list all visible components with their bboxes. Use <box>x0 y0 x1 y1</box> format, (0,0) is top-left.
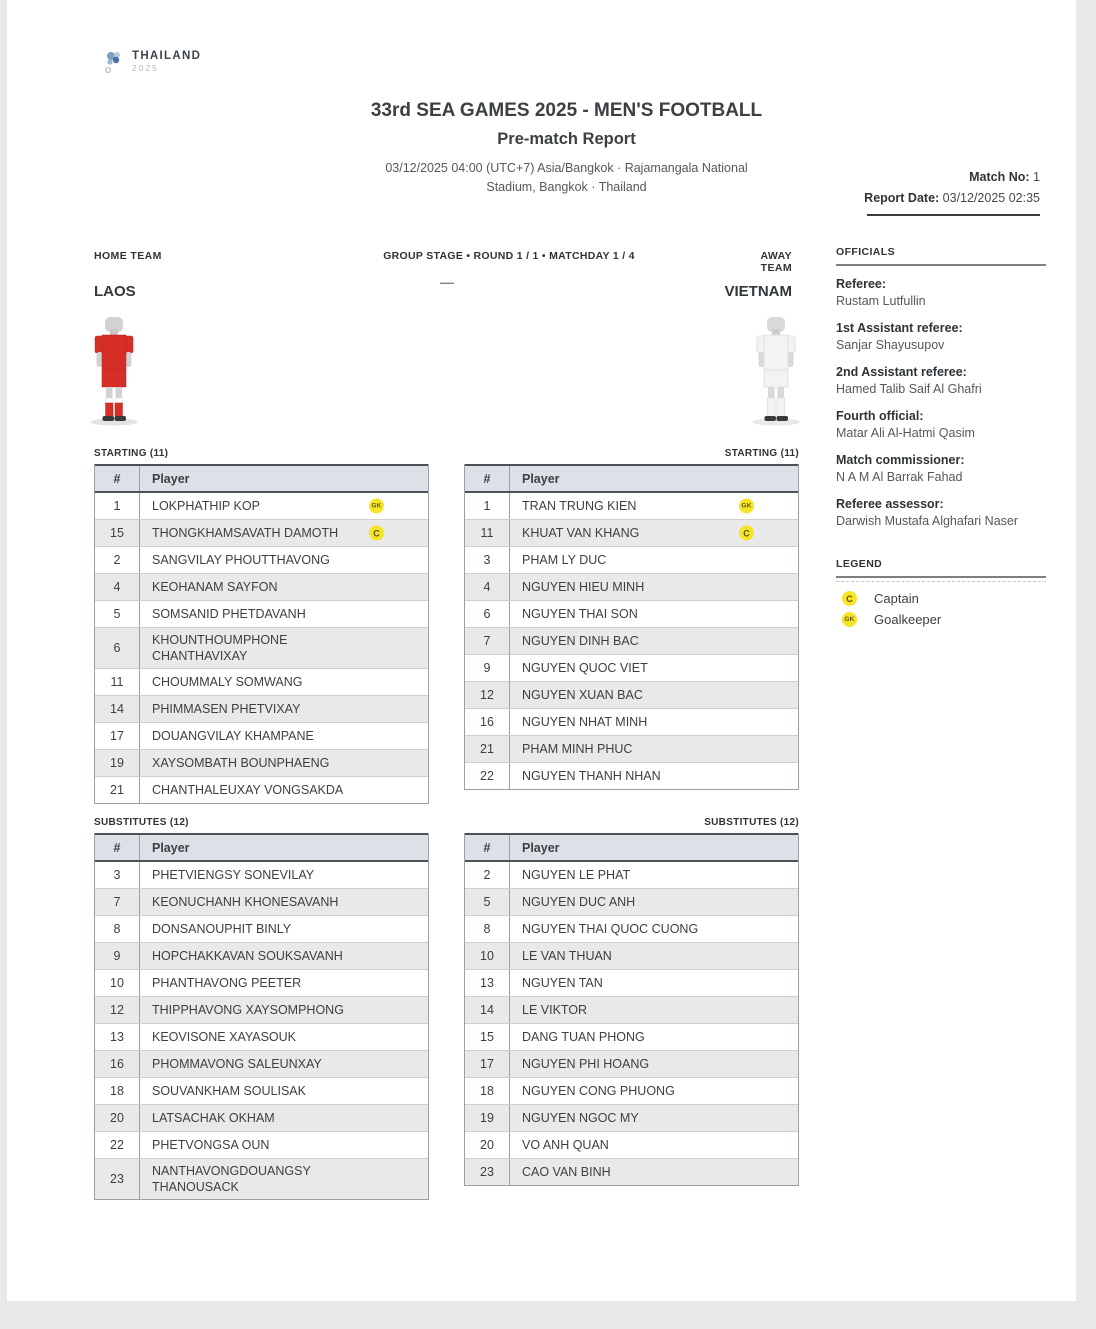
table-row <box>465 1077 798 1104</box>
table-header-row <box>95 464 428 493</box>
player-name: NGUYEN NHAT MINH <box>522 715 648 729</box>
player-number: 2 <box>465 862 510 888</box>
player-name: XAYSOMBATH BOUNPHAENG <box>152 756 330 770</box>
legend-item-captain <box>836 588 1046 609</box>
player-number: 20 <box>465 1132 510 1158</box>
away-kit-figure <box>744 315 808 427</box>
official-entry <box>836 452 1046 486</box>
player-name: KHUAT VAN KHANG C <box>510 520 798 546</box>
stage-round-matchday: GROUP STAGE • ROUND 1 / 1 • MATCHDAY 1 / 4 <box>383 250 635 262</box>
table-row <box>465 681 798 708</box>
table-row <box>465 493 798 519</box>
legend-label: Captain <box>874 591 919 606</box>
report-date-value: 03/12/2025 02:35 <box>942 191 1040 205</box>
player-number: 21 <box>95 777 140 803</box>
player-name: LE VAN THUAN <box>522 949 612 963</box>
player-number: 5 <box>465 889 510 915</box>
player-name: PHETVIENGSY SONEVILAY <box>152 868 315 882</box>
player-name: NGUYEN THAI SON <box>522 607 638 621</box>
table-row <box>465 1050 798 1077</box>
legend-items <box>836 581 1046 630</box>
player-number: 13 <box>465 970 510 996</box>
player-number: 22 <box>465 763 510 789</box>
table-row <box>95 1131 428 1158</box>
table-row <box>465 654 798 681</box>
player-name: CHOUMMALY SOMWANG <box>152 675 303 689</box>
player-name: NANTHAVONGDOUANGSY THANOUSACK <box>152 1164 311 1194</box>
player-number: 8 <box>465 916 510 942</box>
table-row <box>95 915 428 942</box>
table-row <box>465 762 798 789</box>
number-column-header: # <box>95 835 140 860</box>
player-number: 1 <box>95 493 140 519</box>
player-name: CAO VAN BINH <box>522 1165 611 1179</box>
table-row <box>95 1023 428 1050</box>
player-number: 3 <box>95 862 140 888</box>
table-row <box>95 862 428 888</box>
table-row <box>95 1077 428 1104</box>
table-row <box>95 749 428 776</box>
home-team-name: LAOS <box>94 283 136 300</box>
away-substitutes-section <box>464 817 799 1186</box>
goalkeeper-badge: GK <box>369 499 384 514</box>
official-role: Referee: <box>836 277 887 291</box>
table-row <box>95 695 428 722</box>
official-entry <box>836 364 1046 398</box>
player-number: 11 <box>95 669 140 695</box>
player-name: THIPPHAVONG XAYSOMPHONG <box>152 1003 344 1017</box>
player-name: TRAN TRUNG KIEN GK <box>510 493 798 519</box>
player-column-header: Player <box>152 840 190 855</box>
table-row <box>465 573 798 600</box>
away-team-name: VIETNAM <box>724 283 792 300</box>
logo-text <box>132 50 201 73</box>
match-no-value: 1 <box>1033 170 1040 184</box>
player-name: DANG TUAN PHONG <box>522 1030 645 1044</box>
player-number: 20 <box>95 1105 140 1131</box>
player-column-header: Player <box>152 471 190 486</box>
lineup-table <box>94 833 429 1200</box>
player-number: 23 <box>95 1159 140 1199</box>
official-name: N A M Al Barrak Fahad <box>836 470 963 484</box>
captain-badge: C <box>739 526 754 541</box>
captain-badge: C <box>842 591 857 606</box>
player-name: NGUYEN LE PHAT <box>522 868 631 882</box>
player-name: NGUYEN QUOC VIET <box>522 661 648 675</box>
home-kit-figure <box>82 315 146 427</box>
official-entry <box>836 496 1046 530</box>
player-number: 12 <box>95 997 140 1023</box>
player-number: 17 <box>95 723 140 749</box>
player-name: NGUYEN NGOC MY <box>522 1111 639 1125</box>
legend-item-goalkeeper <box>836 609 1046 630</box>
match-no-label: Match No: <box>969 170 1030 184</box>
player-name: KEOVISONE XAYASOUK <box>152 1030 297 1044</box>
table-row <box>95 996 428 1023</box>
officials-panel <box>836 246 1046 530</box>
table-row <box>465 600 798 627</box>
table-row <box>465 627 798 654</box>
player-name: NGUYEN PHI HOANG <box>522 1057 650 1071</box>
lineup-table <box>94 464 429 804</box>
table-title: SUBSTITUTES (12) <box>704 817 799 828</box>
player-number: 2 <box>95 547 140 573</box>
match-no-row <box>760 170 1040 184</box>
player-number: 17 <box>465 1051 510 1077</box>
official-entry <box>836 276 1046 310</box>
official-name: Matar Ali Al-Hatmi Qasim <box>836 426 975 440</box>
official-role: 1st Assistant referee: <box>836 321 963 335</box>
official-role: Fourth official: <box>836 409 924 423</box>
player-number: 8 <box>95 916 140 942</box>
player-name: LE VIKTOR <box>522 1003 588 1017</box>
player-number: 19 <box>465 1105 510 1131</box>
player-name: NGUYEN DINH BAC <box>522 634 639 648</box>
player-number: 10 <box>465 943 510 969</box>
lineup-table <box>464 464 799 790</box>
player-number: 6 <box>465 601 510 627</box>
table-row <box>465 942 798 969</box>
table-row <box>95 573 428 600</box>
player-number: 14 <box>465 997 510 1023</box>
table-header-row <box>95 833 428 862</box>
report-date-label: Report Date: <box>864 191 940 205</box>
player-name: NGUYEN THANH NHAN <box>522 769 661 783</box>
official-role: Referee assessor: <box>836 497 944 511</box>
table-row <box>95 776 428 803</box>
player-number: 4 <box>95 574 140 600</box>
goalkeeper-badge: GK <box>739 499 754 514</box>
page-subtitle: Pre-match Report <box>497 130 636 148</box>
table-header-row <box>465 464 798 493</box>
officials-header: OFFICIALS <box>836 246 1046 266</box>
table-row <box>95 519 428 546</box>
player-name: NGUYEN HIEU MINH <box>522 580 645 594</box>
player-number: 21 <box>465 736 510 762</box>
player-name: DONSANOUPHIT BINLY <box>152 922 292 936</box>
number-column-header: # <box>465 466 510 491</box>
official-entry <box>836 320 1046 354</box>
report-date-row <box>760 191 1040 205</box>
home-substitutes-section <box>94 817 429 1200</box>
player-name: KHOUNTHOUMPHONE CHANTHAVIXAY <box>152 633 288 663</box>
table-row <box>95 969 428 996</box>
player-name: PHOMMAVONG SALEUNXAY <box>152 1057 322 1071</box>
legend-label: Goalkeeper <box>874 612 942 627</box>
player-number: 10 <box>95 970 140 996</box>
table-row <box>465 969 798 996</box>
official-name: Darwish Mustafa Alghafari Naser <box>836 514 1019 528</box>
table-row <box>465 888 798 915</box>
table-row <box>95 722 428 749</box>
player-name: NGUYEN CONG PHUONG <box>522 1084 675 1098</box>
table-row <box>95 600 428 627</box>
player-name: SOUVANKHAM SOULISAK <box>152 1084 306 1098</box>
player-number: 23 <box>465 1159 510 1185</box>
player-number: 15 <box>95 520 140 546</box>
home-starting-section <box>94 448 429 804</box>
player-number: 18 <box>95 1078 140 1104</box>
player-column-header: Player <box>522 840 560 855</box>
table-row <box>95 546 428 573</box>
table-row <box>465 996 798 1023</box>
table-row <box>465 735 798 762</box>
table-row <box>465 1023 798 1050</box>
player-name: NGUYEN THAI QUOC CUONG <box>522 922 699 936</box>
thailand-2025-emblem-icon <box>102 50 126 76</box>
player-name: SOMSANID PHETDAVANH <box>152 607 306 621</box>
player-number: 11 <box>465 520 510 546</box>
home-starting-rows <box>95 493 428 803</box>
player-name: PHAM MINH PHUC <box>522 742 633 756</box>
meta-divider <box>867 214 1040 216</box>
table-title: SUBSTITUTES (12) <box>94 817 189 828</box>
logo-brand: THAILAND <box>132 50 202 62</box>
table-row <box>465 708 798 735</box>
player-name: CHANTHALEUXAY VONGSAKDA <box>152 783 344 797</box>
official-role: 2nd Assistant referee: <box>836 365 967 379</box>
lineup-table <box>464 833 799 1186</box>
table-row <box>95 493 428 519</box>
report-page <box>7 0 1076 1301</box>
player-name: VO ANH QUAN <box>522 1138 609 1152</box>
home-team-label: HOME TEAM <box>94 250 162 262</box>
tournament-logo <box>102 50 201 76</box>
player-number: 6 <box>95 628 140 668</box>
table-row <box>465 1131 798 1158</box>
table-row <box>465 1158 798 1185</box>
player-number: 16 <box>465 709 510 735</box>
official-entry <box>836 408 1046 442</box>
number-column-header: # <box>465 835 510 860</box>
player-number: 15 <box>465 1024 510 1050</box>
away-starting-rows <box>465 493 798 789</box>
table-row <box>95 1050 428 1077</box>
player-name: LOKPHATHIP KOP GK <box>140 493 428 519</box>
player-number: 9 <box>95 943 140 969</box>
player-name: PHIMMASEN PHETVIXAY <box>152 702 301 716</box>
table-row <box>95 1158 428 1199</box>
player-number: 7 <box>95 889 140 915</box>
player-name: HOPCHAKKAVAN SOUKSAVANH <box>152 949 343 963</box>
match-meta <box>760 170 1040 216</box>
table-row <box>465 862 798 888</box>
player-name: PHANTHAVONG PEETER <box>152 976 302 990</box>
player-name: NGUYEN DUC ANH <box>522 895 636 909</box>
player-name: KEONUCHANH KHONESAVANH <box>152 895 339 909</box>
player-number: 16 <box>95 1051 140 1077</box>
table-row <box>95 627 428 668</box>
player-number: 12 <box>465 682 510 708</box>
player-name: PHETVONGSA OUN <box>152 1138 270 1152</box>
away-substitutes-rows <box>465 862 798 1185</box>
player-name: KEOHANAM SAYFON <box>152 580 278 594</box>
player-number: 19 <box>95 750 140 776</box>
player-name: NGUYEN XUAN BAC <box>522 688 643 702</box>
official-name: Hamed Talib Saif Al Ghafri <box>836 382 982 396</box>
player-number: 4 <box>465 574 510 600</box>
player-name: PHAM LY DUC <box>522 553 607 567</box>
legend-header: LEGEND <box>836 558 1046 578</box>
player-column-header: Player <box>522 471 560 486</box>
player-number: 1 <box>465 493 510 519</box>
number-column-header: # <box>95 466 140 491</box>
captain-badge: C <box>369 526 384 541</box>
player-number: 14 <box>95 696 140 722</box>
table-row <box>465 546 798 573</box>
official-name: Rustam Lutfullin <box>836 294 926 308</box>
table-row <box>465 519 798 546</box>
official-role: Match commissioner: <box>836 453 965 467</box>
table-row <box>95 1104 428 1131</box>
away-team-label: AWAY TEAM <box>760 250 792 274</box>
table-row <box>465 915 798 942</box>
table-row <box>95 668 428 695</box>
player-number: 9 <box>465 655 510 681</box>
goalkeeper-badge: GK <box>842 612 857 627</box>
home-substitutes-rows <box>95 862 428 1199</box>
player-number: 18 <box>465 1078 510 1104</box>
legend-panel <box>836 558 1046 630</box>
page-title: 33rd SEA GAMES 2025 - MEN'S FOOTBALL <box>370 100 763 121</box>
table-row <box>465 1104 798 1131</box>
away-starting-section <box>464 448 799 790</box>
table-header-row <box>465 833 798 862</box>
kickoff-venue: 03/12/2025 04:00 (UTC+7) Asia/Bangkok · Rajamangala National Stadium, Bangkok · Thailand <box>385 161 748 194</box>
score-placeholder: — <box>440 274 454 290</box>
table-title: STARTING (11) <box>724 448 799 459</box>
player-name: LATSACHAK OKHAM <box>152 1111 275 1125</box>
player-name: THONGKHAMSAVATH DAMOTH C <box>140 520 428 546</box>
player-name: NGUYEN TAN <box>522 976 603 990</box>
table-row <box>95 942 428 969</box>
player-number: 5 <box>95 601 140 627</box>
table-row <box>95 888 428 915</box>
player-number: 3 <box>465 547 510 573</box>
player-name: DOUANGVILAY KHAMPANE <box>152 729 314 743</box>
player-number: 7 <box>465 628 510 654</box>
logo-year: 2025 <box>132 63 159 73</box>
player-name: SANGVILAY PHOUTTHAVONG <box>152 553 330 567</box>
official-name: Sanjar Shayusupov <box>836 338 945 352</box>
player-number: 22 <box>95 1132 140 1158</box>
table-title: STARTING (11) <box>94 448 169 459</box>
player-number: 13 <box>95 1024 140 1050</box>
